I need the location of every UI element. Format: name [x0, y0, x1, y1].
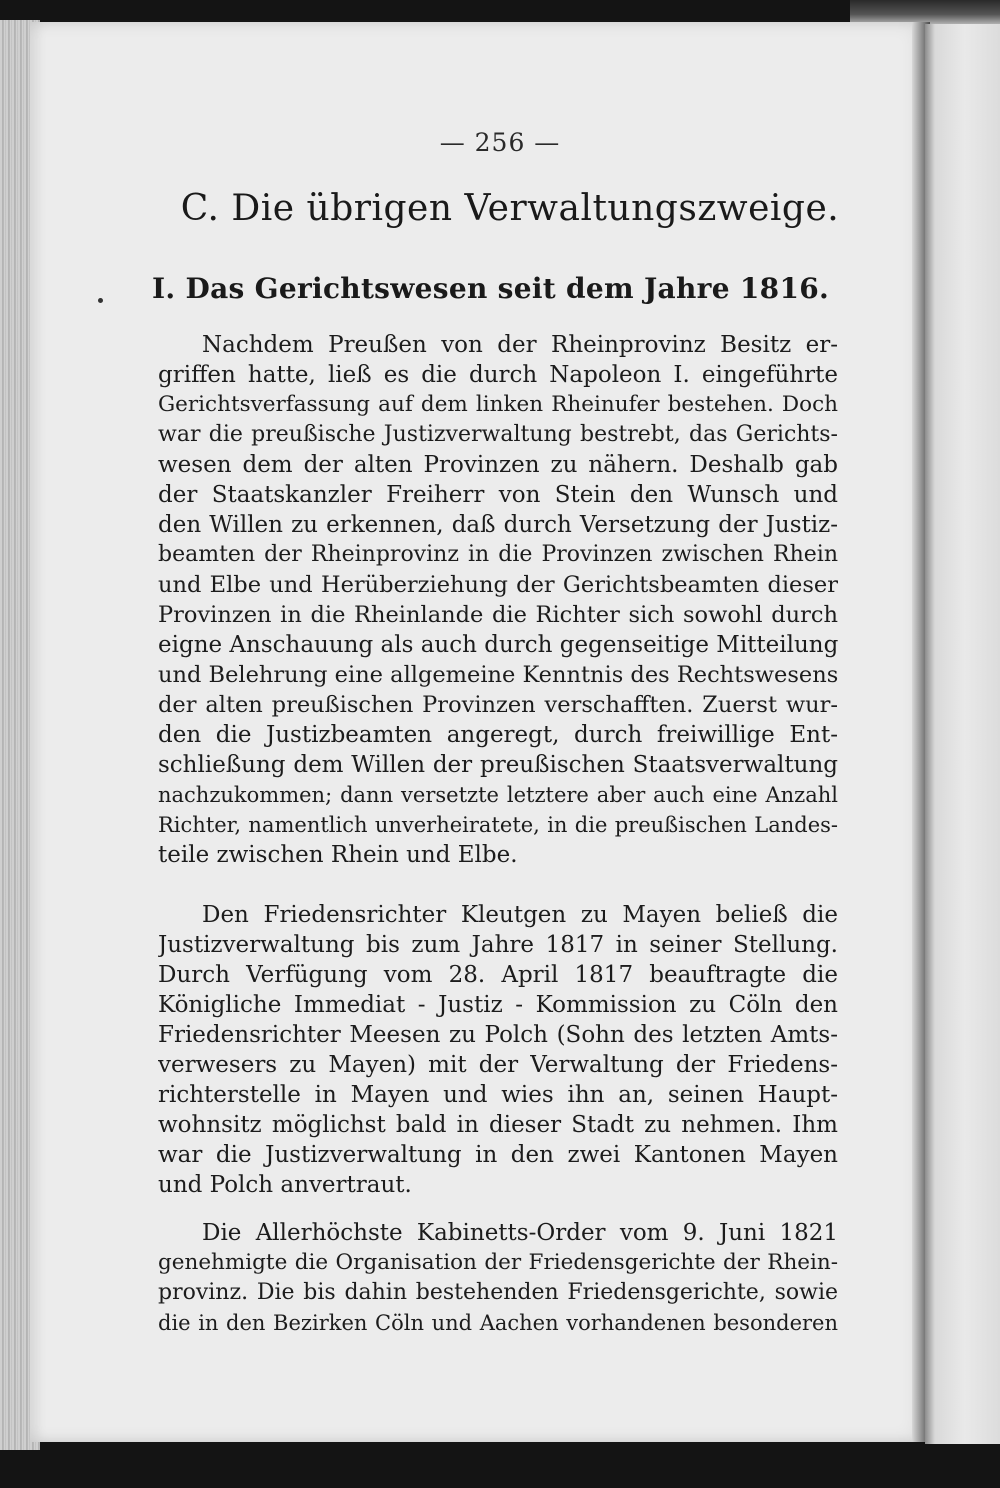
text-line: Richter, namentlich unverheiratete, in die preußischen Landes- — [158, 813, 838, 837]
text-line: verwesers zu Mayen) mit der Verwaltung der Friedens- — [158, 1052, 838, 1078]
text-line: den Willen zu erkennen, daß durch Versetzung der Justiz- — [158, 512, 838, 538]
text-line: Gerichtsverfassung auf dem linken Rheinufer bestehen. Doch — [158, 392, 838, 417]
text-line: nachzukommen; dann versetzte letztere aber auch eine Anzahl — [158, 783, 838, 807]
text-line: wesen dem der alten Provinzen zu nähern. Deshalb gab — [158, 452, 838, 478]
margin-mark — [98, 298, 103, 303]
text-line: eigne Anschauung als auch durch gegenseitige Mitteilung — [158, 632, 838, 658]
chapter-title: C. Die übrigen Verwaltungszweige. — [180, 188, 840, 229]
text-line: die in den Bezirken Cöln und Aachen vorhandenen besonderen — [158, 1311, 838, 1335]
text-line: Provinzen in die Rheinlande die Richter sich sowohl durch — [158, 602, 838, 628]
text-line: war die Justizverwaltung in den zwei Kantonen Mayen — [158, 1142, 838, 1168]
text-line: und Elbe und Herüberziehung der Gerichtsbeamten dieser — [158, 572, 838, 598]
text-line: Den Friedensrichter Kleutgen zu Mayen beließ die — [202, 902, 838, 928]
text-line: den die Justizbeamten angeregt, durch freiwillige Ent- — [158, 722, 838, 748]
section-title: I. Das Gerichtswesen seit dem Jahre 1816. — [152, 272, 830, 305]
text-line: schließung dem Willen der preußischen Staatsverwaltung — [158, 752, 838, 778]
text-line: wohnsitz möglichst bald in dieser Stadt zu nehmen. Ihm — [158, 1112, 838, 1138]
text-line: war die preußische Justizverwaltung bestrebt, das Gerichts- — [158, 422, 838, 447]
text-line: griffen hatte, ließ es die durch Napoleon I. eingeführte — [158, 362, 838, 388]
text-line: beamten der Rheinprovinz in die Provinzen zwischen Rhein — [158, 542, 838, 567]
text-line: Justizverwaltung bis zum Jahre 1817 in seiner Stellung. — [158, 932, 838, 958]
text-line: Die Allerhöchste Kabinetts-Order vom 9. Juni 1821 — [202, 1220, 838, 1246]
text-line: genehmigte die Organisation der Friedensgerichte der Rhein- — [158, 1250, 838, 1275]
text-line: Friedensrichter Meesen zu Polch (Sohn des letzten Amts- — [158, 1022, 838, 1048]
text-line: der alten preußischen Provinzen verschafften. Zuerst wur- — [158, 692, 838, 718]
text-line: der Staatskanzler Freiherr von Stein den Wunsch und — [158, 482, 838, 508]
text-line: Königliche Immediat - Justiz - Kommission zu Cöln den — [158, 992, 838, 1018]
facing-page-edge — [925, 24, 1000, 1444]
text-line: und Belehrung eine allgemeine Kenntnis des Rechtswesens — [158, 662, 838, 688]
text-line: Nachdem Preußen von der Rheinprovinz Besitz er- — [202, 332, 838, 358]
text-line: Durch Verfügung vom 28. April 1817 beauftragte die — [158, 962, 838, 988]
book-top-edge — [850, 0, 1000, 24]
page-number: — 256 — — [439, 128, 561, 157]
text-line: richterstelle in Mayen und wies ihn an, seinen Haupt- — [158, 1082, 838, 1108]
text-line: teile zwischen Rhein und Elbe. — [158, 842, 518, 868]
text-line: provinz. Die bis dahin bestehenden Friedensgerichte, sowie — [158, 1280, 838, 1305]
text-line: und Polch anvertraut. — [158, 1172, 412, 1198]
